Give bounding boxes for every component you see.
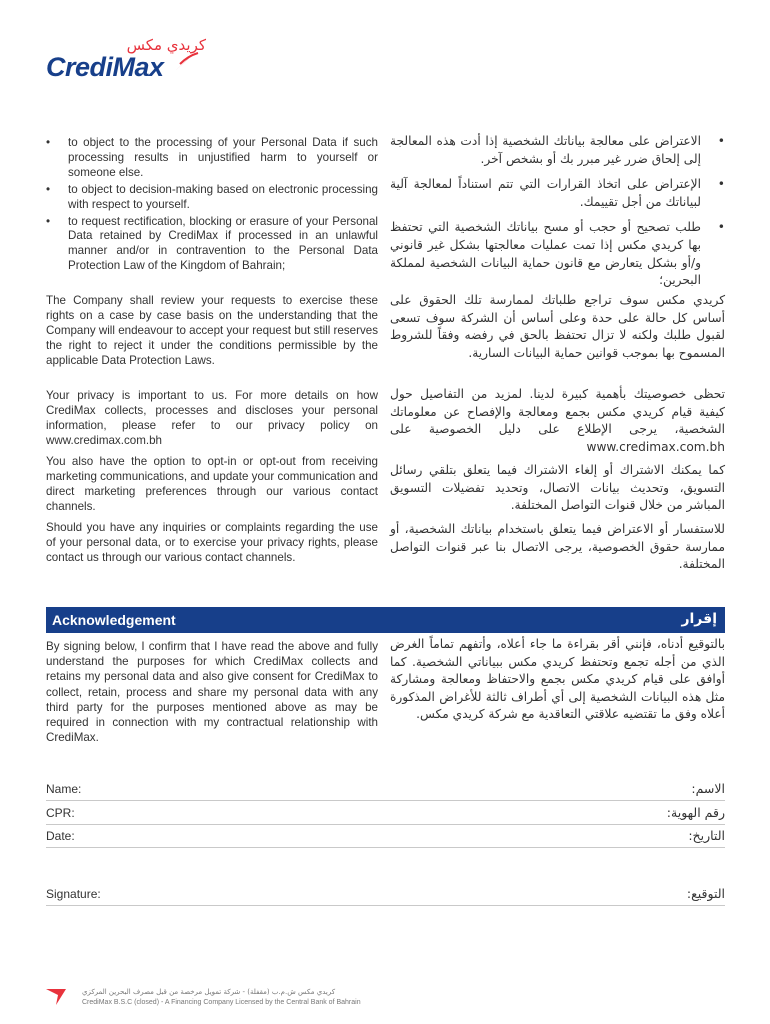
credimax-logo <box>46 36 206 86</box>
arabic-bullet: • الإعتراض على اتخاذ القرارات التي تتم استناداً لمعالجة آلية لبياناتك من أجل تقييمك. <box>390 176 725 211</box>
acknowledgement-text-ar: بالتوقيع أدناه، فإنني أقر بقراءة ما جاء أعلاه، وأتفهم تماماً الغرض الذي من أجله تجمع وتحتفظ كريدي مكس ببياناتي الشخصية. كما أوافق على قيام كريدي مكس بجمع والاحتفاظ ومعالجة ومشاركة مثل هذه البيانات الشخصية إلى أي أطراف ثالثة للأغراض المذكورة أعلاه وفق ما تقتضيه علاقتي التعاقدية مع شركة كريدي مكس. <box>390 637 725 721</box>
english-optin-paragraph: You also have the option to opt-in or opt-out from receiving marketing communications, and update your communication and direct marketing preferences through our various contact channels. <box>46 455 378 513</box>
arabic-privacy-paragraph: تحظى خصوصيتك بأهمية كبيرة لدينا. لمزيد من التفاصيل حول كيفية قيام كريدي مكس بجمع ومعالجة والإفصاح عن معلوماتك الشخصية، يرجى الإطلاع على دليل الخصوصية على www.credimax.com.bh <box>390 387 725 454</box>
english-inquiries-paragraph: Should you have any inquiries or complaints regarding the use of your personal data, or to exercise your privacy rights, please contact us through our various contact channels. <box>46 521 378 564</box>
logo-max: Max <box>112 52 164 82</box>
arabic-rights-list <box>390 133 725 298</box>
date-label-ar: التاريخ: <box>688 828 725 843</box>
logo-arabic-text: كريدي مكس <box>126 36 206 54</box>
cpr-label-en: CPR: <box>46 806 75 820</box>
english-review-paragraph: The Company shall review your requests to exercise these rights on a case by case basis on the understanding that the Company will endeavour to accept your request but still reserves the right to reject it under the conditions permissible by the applicable Data Protection Laws. <box>46 294 378 367</box>
signature-field[interactable] <box>46 887 725 906</box>
footer-english-text: CrediMax B.S.C (closed) - A Financing Company Licensed by the Central Bank of Bahrain <box>82 999 361 1006</box>
logo-english-text <box>46 52 164 83</box>
logo-swoosh-icon <box>174 50 200 72</box>
arabic-review-paragraph: كريدي مكس سوف تراجع طلباتك لممارسة تلك الحقوق على أساس كل حالة على حدة وعلى أساس أن الشركة سوف تسعى لقبول طلبك ولكنه لا تزال تحتفظ بالحق في رفضه وفقاً للشروط المسموح بها بموجب قوانين حماية البيانات السارية. <box>390 293 725 360</box>
english-bullet: • to object to decision-making based on electronic processing with respect to yourself. <box>46 183 378 213</box>
cpr-label-ar: رقم الهوية: <box>666 805 725 820</box>
acknowledgement-header <box>46 607 725 633</box>
cpr-field[interactable] <box>46 806 725 825</box>
signature-label-en: Signature: <box>46 887 101 901</box>
name-label-ar: الاسم: <box>691 781 725 796</box>
english-privacy-paragraph: Your privacy is important to us. For more details on how CrediMax collects, processes and discloses your personal information, please refer to our privacy policy on www.credimax.com.bh <box>46 389 378 447</box>
arabic-inquiries-paragraph: للاستفسار أو الاعتراض فيما يتعلق باستخدام بياناتك الشخصية، أو ممارسة حقوق الخصوصية، يرجى الاتصال بنا عبر قنوات التواصل المختلفة. <box>390 522 725 572</box>
arabic-optin-paragraph: كما يمكنك الاشتراك أو إلغاء الاشتراك فيما يتعلق بتلقي رسائل التسويق، وتحديث بيانات الاتصال، وتحديد تفضيلات التسويق المباشر من خلال قنوات التواصل المختلفة. <box>390 463 725 513</box>
logo-credi: Credi <box>46 52 113 82</box>
date-label-en: Date: <box>46 829 75 843</box>
date-field[interactable] <box>46 829 725 848</box>
english-bullet: • to object to the processing of your Personal Data if such processing results in unjustified harm to yourself or someone else. <box>46 136 378 181</box>
acknowledgement-title-ar: إقرار <box>681 611 717 627</box>
acknowledgement-text-en: By signing below, I confirm that I have read the above and fully understand the purposes for which CrediMax collects and retains my personal data and also give consent for CrediMax to collect, retain, process and share my personal data with any third party for the purposes mentioned above as may be required in connection with my contractual relationship with CrediMax. <box>46 640 378 745</box>
footer-arabic-text: كريدي مكس ش.م.ب (مقفلة) - شركة تمويل مرخصة من قبل مصرف البحرين المركزي <box>82 988 336 996</box>
signature-label-ar: التوقيع: <box>686 886 725 901</box>
credimax-mark-icon <box>46 987 68 1007</box>
english-bullet: • to request rectification, blocking or erasure of your Personal Data retained by CrediMax if processed in an unlawful manner and/or in contravention to the Personal Data Protection Law of the Kingdom of Bahrain; <box>46 215 378 275</box>
arabic-bullet: • طلب تصحيح أو حجب أو مسح بياناتك الشخصية التي تحتفظ بها كريدي مكس إذا تمت عمليات معالجتها بشكل غير قانوني و/أو بشكل يتعارض مع قانون حماية البيانات الشخصية لمملكة البحرين؛ <box>390 219 725 289</box>
name-label-en: Name: <box>46 782 82 796</box>
arabic-bullet: • الاعتراض على معالجة بياناتك الشخصية إذا أدت هذه المعالجة إلى إلحاق ضرر غير مبرر بك أو بشخص آخر. <box>390 133 725 168</box>
acknowledgement-title-en: Acknowledgement <box>52 612 176 628</box>
name-field[interactable] <box>46 782 725 801</box>
english-rights-list <box>46 136 378 276</box>
